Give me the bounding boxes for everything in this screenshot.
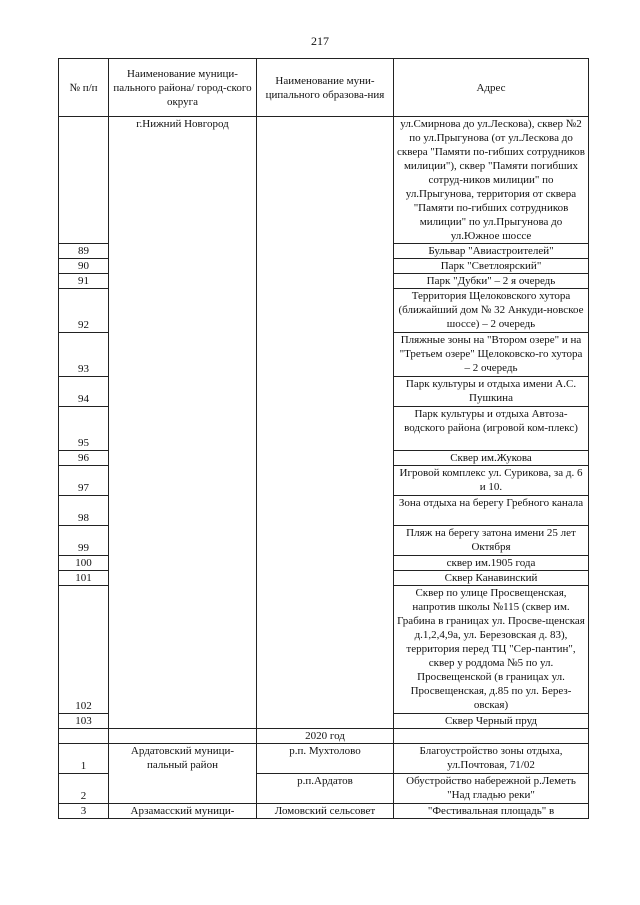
municipality-cell: Ломовский сельсовет bbox=[257, 804, 394, 819]
row-num: 101 bbox=[59, 571, 109, 586]
address-cell: Сквер Канавинский bbox=[394, 571, 589, 586]
row-num: 98 bbox=[59, 496, 109, 526]
district-cell: Ардатовский муници-пальный район bbox=[109, 744, 257, 804]
row-num bbox=[59, 117, 109, 244]
municipality-cell: р.п.Ардатов bbox=[257, 774, 394, 804]
address-cell: Сквер Черный пруд bbox=[394, 714, 589, 729]
municipality-cell: р.п. Мухтолово bbox=[257, 744, 394, 774]
address-cell: Обустройство набережной р.Леметь "Над гладью реки" bbox=[394, 774, 589, 804]
address-cell: Парк культуры и отдыха имени А.С. Пушкина bbox=[394, 377, 589, 407]
row-num bbox=[59, 729, 109, 744]
address-cell: "Фестивальная площадь" в bbox=[394, 804, 589, 819]
row-num: 91 bbox=[59, 274, 109, 289]
address-cell: Парк "Светлоярский" bbox=[394, 259, 589, 274]
row-num: 103 bbox=[59, 714, 109, 729]
row-num: 1 bbox=[59, 744, 109, 774]
row-num: 94 bbox=[59, 377, 109, 407]
address-cell: Благоустройство зоны отдыха, ул.Почтовая, 71/02 bbox=[394, 744, 589, 774]
address-cell: Бульвар "Авиастроителей" bbox=[394, 244, 589, 259]
year-row bbox=[59, 729, 589, 744]
address-cell: Парк культуры и отдыха Автоза-водского района (игровой ком-плекс) bbox=[394, 407, 589, 451]
table-row bbox=[59, 804, 589, 819]
row-num: 89 bbox=[59, 244, 109, 259]
address-cell: Зона отдыха на берегу Гребного канала bbox=[394, 496, 589, 526]
address-cell: Территория Щелоковского хутора (ближайший дом № 32 Анкуди-новское шоссе) – 2 очередь bbox=[394, 289, 589, 333]
district-cell: Арзамасский муници- bbox=[109, 804, 257, 819]
address-cell: Пляж на берегу затона имени 25 лет Октября bbox=[394, 526, 589, 556]
address-cell bbox=[394, 729, 589, 744]
address-cell: Игровой комплекс ул. Сурикова, за д. 6 и 10. bbox=[394, 466, 589, 496]
district-cell: г.Нижний Новгород bbox=[109, 117, 257, 729]
year-label: 2020 год bbox=[257, 729, 394, 744]
table-header-row bbox=[59, 59, 589, 117]
row-num: 102 bbox=[59, 586, 109, 714]
row-num: 100 bbox=[59, 556, 109, 571]
district-cell bbox=[109, 729, 257, 744]
row-num: 93 bbox=[59, 333, 109, 377]
improvement-objects-table bbox=[58, 58, 589, 819]
table-row bbox=[59, 744, 589, 774]
address-cell: ул.Смирнова до ул.Лескова), сквер №2 по ул.Прыгунова (от ул.Лескова до сквера "Памяти по-гибших сотрудников милиции"), сквер "Памяти погибших сотруд-ников милиции" по ул.Прыгунова, территория от сквера "Памяти по-гибших сотрудников милиции" по ул.Прыгунова до ул.Южное шоссе bbox=[394, 117, 589, 244]
row-num: 2 bbox=[59, 774, 109, 804]
table-row-continued bbox=[59, 117, 589, 244]
header-address: Адрес bbox=[394, 59, 589, 117]
header-municipality: Наименование муни-ципального образова-ния bbox=[257, 59, 394, 117]
header-district: Наименование муници-пального района/ город-ского округа bbox=[109, 59, 257, 117]
row-num: 96 bbox=[59, 451, 109, 466]
address-cell: Пляжные зоны на "Втором озере" и на "Третьем озере" Щелоковско-го хутора – 2 очередь bbox=[394, 333, 589, 377]
row-num: 97 bbox=[59, 466, 109, 496]
row-num: 92 bbox=[59, 289, 109, 333]
address-cell: Сквер им.Жукова bbox=[394, 451, 589, 466]
header-num: № п/п bbox=[59, 59, 109, 117]
row-num: 90 bbox=[59, 259, 109, 274]
row-num: 95 bbox=[59, 407, 109, 451]
address-cell: Парк "Дубки" – 2 я очередь bbox=[394, 274, 589, 289]
address-cell: сквер им.1905 года bbox=[394, 556, 589, 571]
address-cell: Сквер по улице Просвещенская, напротив школы №115 (сквер им. Грабина в границах ул. Просве-щенская д.1,2,4,9а, ул. Березовская д. 83), территория перед ТЦ "Сер-пантин", сквер у роддома №5 по ул. Просвещенской (в границах ул. Просвещенская, д.85 по ул. Берез-овская) bbox=[394, 586, 589, 714]
row-num: 3 bbox=[59, 804, 109, 819]
municipality-cell bbox=[257, 117, 394, 729]
row-num: 99 bbox=[59, 526, 109, 556]
page-number: 217 bbox=[311, 34, 329, 48]
